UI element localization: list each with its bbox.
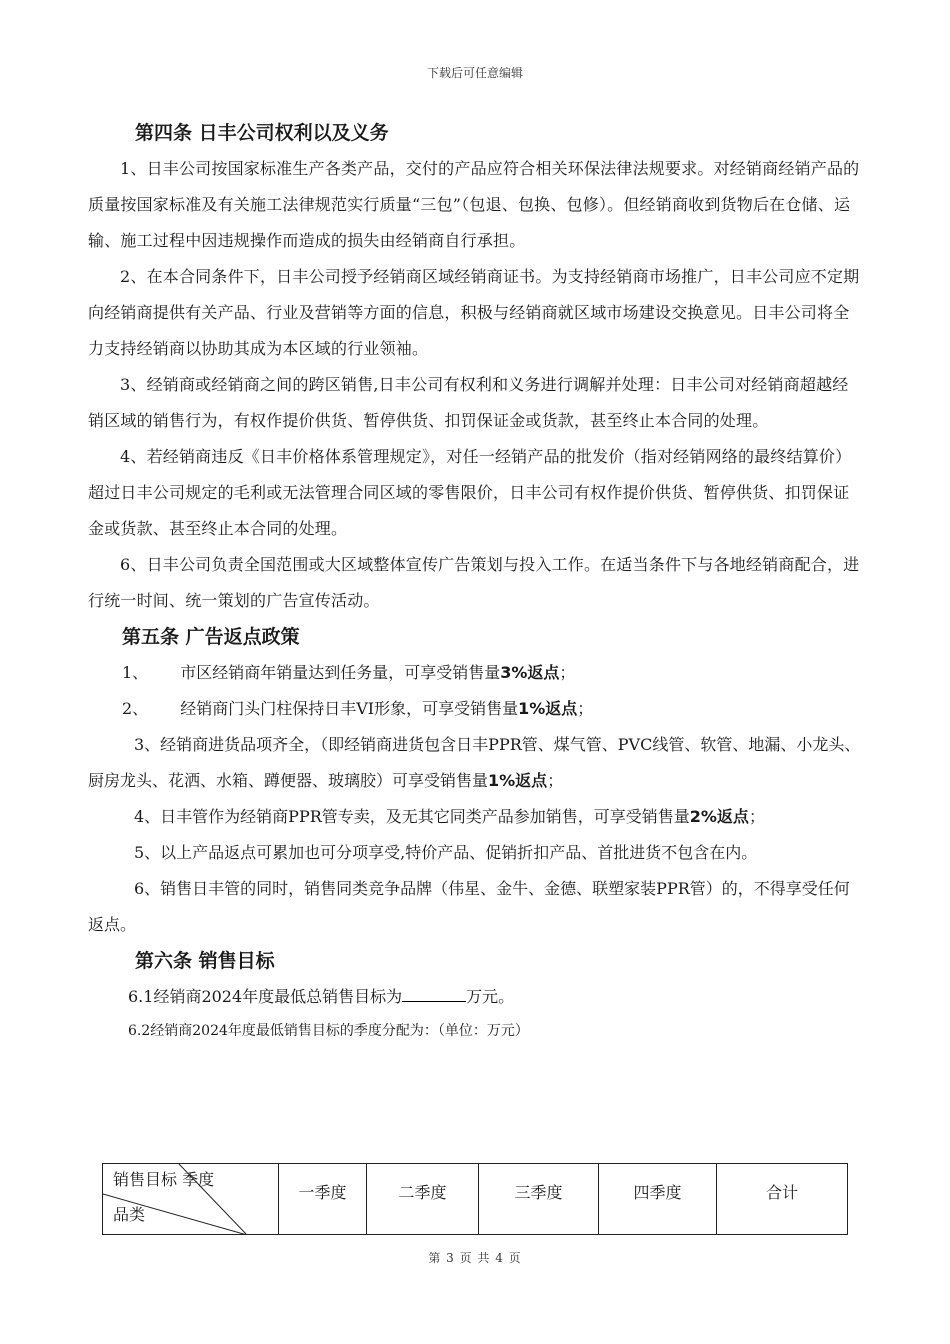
col-header-q4: 四季度 [599, 1164, 717, 1235]
diag-label-bottom: 品类 [113, 1205, 146, 1224]
sales-target-table [102, 1163, 848, 1235]
article5-item-5: 5、以上产品返点可累加也可分项享受,特价产品、促销折扣产品、首批进货不包含在内。 [134, 843, 758, 862]
article5-item-1: 1、 市区经销商年销量达到任务量，可享受销售量3%返点； [122, 663, 576, 682]
article5-item-2: 2、 经销商门头门柱保持日丰VI形象，可享受销售量1%返点； [122, 699, 594, 718]
rebate-rate: 1%返点 [518, 699, 578, 718]
item-text: 3、经销商进货品项齐全，（即经销商进货包含日丰PPR管、煤气管、PVC线管、软管、地漏、小龙头、厨房龙头、花洒、水箱、蹲便器、玻璃胶）可享受销售量 [88, 735, 861, 790]
article4-para-2: 2、在本合同条件下，日丰公司授予经销商区域经销商证书。为支持经销商市场推广，日丰公司应不定期向经销商提供有关产品、行业及营销等方面的信息，积极与经销商就区域市场建设交换意见。日丰公司将全力支持经销商以协助其成为本区域的行业领袖。 [88, 267, 860, 358]
diagonal-header-cell [103, 1164, 279, 1235]
col-header-total: 合计 [717, 1164, 848, 1235]
article4-para-1: 1、日丰公司按国家标准生产各类产品，交付的产品应符合相关环保法律法规要求。对经销商经销产品的质量按国家标准及有关施工法律规范实行质量“三包”（包退、包换、包修）。但经销商收到货物后在仓储、运输、施工过程中因违规操作而造成的损失由经销商自行承担。 [88, 159, 860, 250]
article4-para-3: 3、经销商或经销商之间的跨区销售,日丰公司有权利和义务进行调解并处理：日丰公司对经销商超越经销区域的销售行为，有权作提价供货、暂停供货、扣罚保证金或货款，甚至终止本合同的处理。 [88, 375, 849, 430]
item-number: 2、 [122, 699, 149, 718]
rebate-rate: 2%返点 [689, 807, 749, 826]
item-text: 4、日丰管作为经销商PPR管专卖，及无其它同类产品参加销售，可享受销售量 [134, 807, 690, 826]
article5-item-3: 3、经销商进货品项齐全，（即经销商进货包含日丰PPR管、煤气管、PVC线管、软管、地漏、小龙头、厨房龙头、花洒、水箱、蹲便器、玻璃胶）可享受销售量1%返点； [88, 735, 861, 790]
item-text: 经销商门头门柱保持日丰VI形象，可享受销售量 [180, 699, 519, 718]
article5-title: 第五条 广告返点政策 [122, 626, 300, 648]
col-header-q3: 三季度 [479, 1164, 599, 1235]
article6-line-1: 6.1经销商2024年度最低总销售目标为 万元。 [128, 987, 515, 1006]
article5-item-4: 4、日丰管作为经销商PPR管专卖，及无其它同类产品参加销售，可享受销售量2%返点； [134, 807, 765, 826]
col-header-q1: 一季度 [279, 1164, 367, 1235]
document-body [88, 115, 863, 1047]
item-number: 1、 [122, 663, 149, 682]
rebate-rate: 1%返点 [488, 771, 548, 790]
diag-label-top: 销售目标 季度 [113, 1170, 215, 1189]
page-header: 下载后可任意编辑 [426, 66, 523, 80]
article6-title: 第六条 销售目标 [135, 950, 275, 972]
table-header-row [103, 1164, 848, 1235]
article5-item-6: 6、销售日丰管的同时，销售同类竞争品牌（伟星、金牛、金德、联塑家装PPR管）的，不得享受任何返点。 [88, 879, 850, 934]
article6-line-2: 6.2经销商2024年度最低销售目标的季度分配为：（单位：万元） [128, 1023, 529, 1039]
rebate-rate: 3%返点 [500, 663, 560, 682]
col-header-q2: 二季度 [367, 1164, 479, 1235]
article4-para-4: 4、若经销商违反《日丰价格体系管理规定》，对任一经销产品的批发价（指对经销网络的最终结算价）超过日丰公司规定的毛利或无法管理合同区域的零售限价，日丰公司有权作提价供货、暂停供货、扣罚保证金或货款、甚至终止本合同的处理。 [88, 447, 852, 538]
item-text: 市区经销商年销量达到任务量，可享受销售量 [180, 663, 501, 682]
article4-para-6: 6、日丰公司负责全国范围或大区域整体宣传广告策划与投入工作。在适当条件下与各地经销商配合，进行统一时间、统一策划的广告宣传活动。 [88, 555, 860, 610]
article4-title: 第四条 日丰公司权利以及义务 [135, 122, 389, 144]
page-footer: 第 3 页 共 4 页 [428, 1251, 522, 1265]
target-blank-field[interactable] [402, 985, 466, 1002]
